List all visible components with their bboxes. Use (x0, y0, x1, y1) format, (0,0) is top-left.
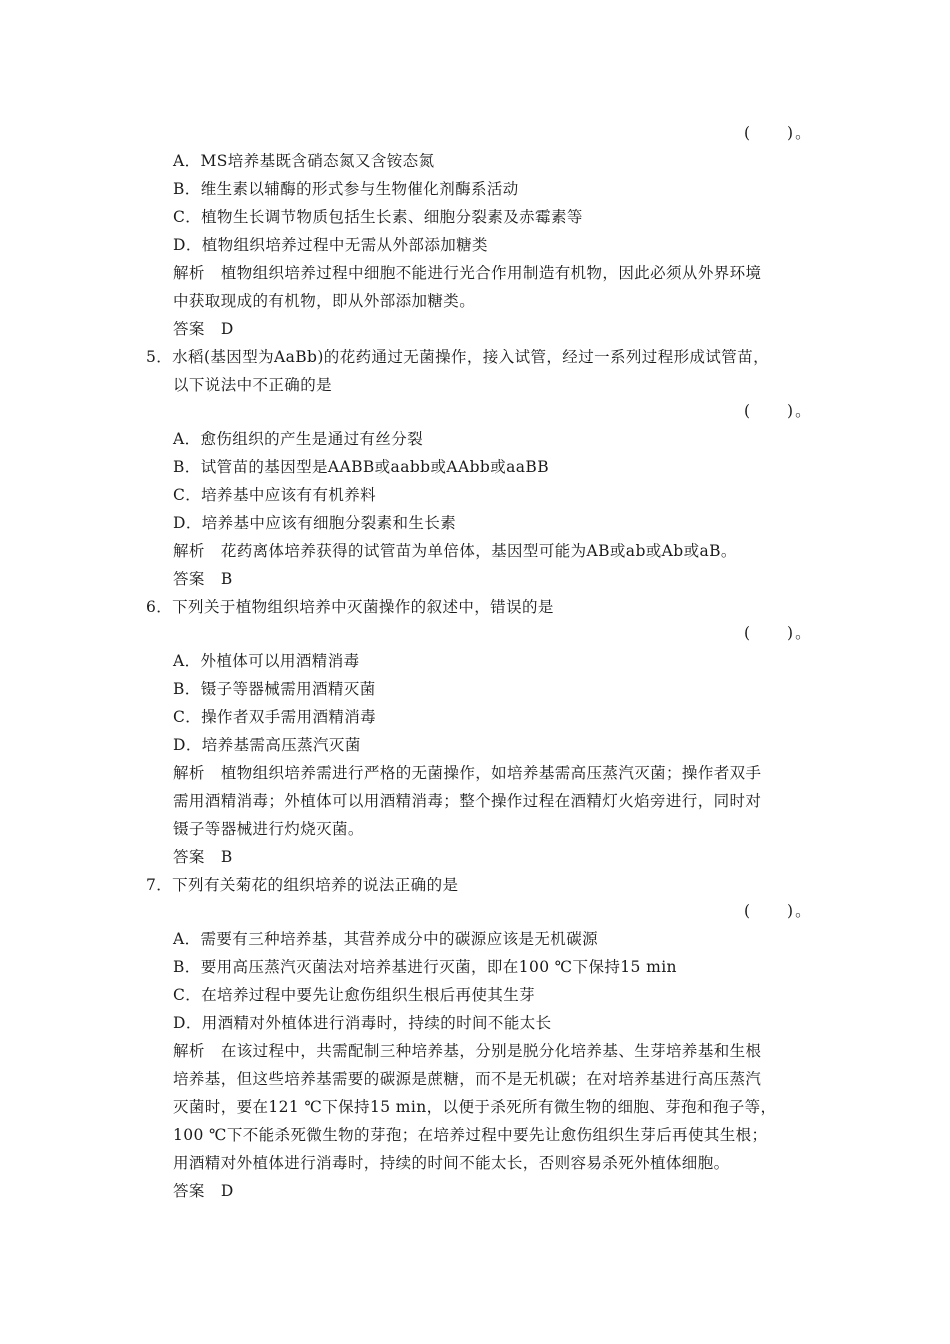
q6-answer-value: B (220, 848, 233, 866)
q5-answer-value: B (220, 570, 233, 588)
q7-analysis-line-4: 100 ℃下不能杀死微生物的芽孢；在培养过程中要先让愈伤组织生芽后再使其生根； (173, 1126, 768, 1144)
q5-option-c: C．培养基中应该有有机养料 (173, 486, 377, 504)
q4-answer-bracket: ( )。 (744, 124, 813, 142)
q7-analysis-line-1 (173, 1041, 761, 1061)
q6-analysis-line-3: 镊子等器械进行灼烧灭菌。 (173, 820, 364, 838)
q7-analysis-line-2: 培养基，但这些培养基需要的碳源是蔗糖，而不是无机碳；在对培养基进行高压蒸汽 (173, 1070, 762, 1088)
q7-option-a: A．需要有三种培养基，其营养成分中的碳源应该是无机碳源 (173, 930, 598, 948)
q7-analysis-text-1: 在该过程中，共需配制三种培养基，分别是脱分化培养基、生芽培养基和生根 (220, 1042, 762, 1060)
q6-answer-label: 答案 (173, 848, 205, 866)
q7-answer-label: 答案 (173, 1182, 205, 1200)
q6-option-d: D．培养基需高压蒸汽灭菌 (173, 736, 361, 754)
q7-option-d: D．用酒精对外植体进行消毒时，持续的时间不能太长 (173, 1014, 552, 1032)
q7-analysis-line-5: 用酒精对外植体进行消毒时，持续的时间不能太长，否则容易杀死外植体细胞。 (173, 1154, 730, 1172)
q6-stem-line-1: 6．下列关于植物组织培养中灭菌操作的叙述中，错误的是 (146, 598, 554, 616)
q7-stem-line-1: 7．下列有关菊花的组织培养的说法正确的是 (146, 876, 459, 894)
q6-analysis-line-2: 需用酒精消毒；外植体可以用酒精消毒；整个操作过程在酒精灯火焰旁进行，同时对 (173, 792, 762, 810)
q6-option-b: B．镊子等器械需用酒精灭菌 (173, 680, 376, 698)
q5-answer-label: 答案 (173, 570, 205, 588)
q7-answer-value: D (220, 1182, 234, 1200)
q4-option-b: B．维生素以辅酶的形式参与生物催化剂酶系活动 (173, 180, 519, 198)
q7-analysis-line-3: 灭菌时，要在121 ℃下保持15 min，以便于杀死所有微生物的细胞、芽孢和孢子等， (173, 1098, 777, 1116)
q6-option-c: C．操作者双手需用酒精消毒 (173, 708, 377, 726)
q4-option-a: A．MS培养基既含硝态氮又含铵态氮 (173, 152, 435, 170)
q6-analysis-text-1: 植物组织培养需进行严格的无菌操作，如培养基需高压蒸汽灭菌；操作者双手 (220, 764, 762, 782)
q5-option-d: D．培养基中应该有细胞分裂素和生长素 (173, 514, 457, 532)
q6-analysis-label: 解析 (173, 764, 205, 782)
q4-analysis-text-1: 植物组织培养过程中细胞不能进行光合作用制造有机物，因此必须从外界环境 (220, 264, 762, 282)
q5-analysis-text-1: 花药离体培养获得的试管苗为单倍体，基因型可能为AB或ab或Ab或aB。 (220, 542, 737, 560)
q5-answer-bracket: ( )。 (744, 402, 813, 420)
q4-answer-line (173, 319, 234, 339)
q5-option-b: B．试管苗的基因型是AABB或aabb或AAbb或aaBB (173, 458, 549, 476)
q6-analysis-line-1 (173, 763, 761, 783)
q7-answer-bracket: ( )。 (744, 902, 813, 920)
q5-analysis-line-1 (173, 541, 737, 561)
q5-option-a: A．愈伤组织的产生是通过有丝分裂 (173, 430, 424, 448)
q5-answer-line (173, 569, 233, 589)
q4-analysis-line-1 (173, 263, 761, 283)
q5-stem-line-2: 以下说法中不正确的是 (173, 376, 333, 394)
q5-analysis-label: 解析 (173, 542, 205, 560)
q4-analysis-line-2: 中获取现成的有机物，即从外部添加糖类。 (173, 292, 476, 310)
q4-option-c: C．植物生长调节物质包括生长素、细胞分裂素及赤霉素等 (173, 208, 583, 226)
q6-answer-bracket: ( )。 (744, 624, 813, 642)
q6-option-a: A．外植体可以用酒精消毒 (173, 652, 360, 670)
q7-option-c: C．在培养过程中要先让愈伤组织生根后再使其生芽 (173, 986, 536, 1004)
q4-option-d: D．植物组织培养过程中无需从外部添加糖类 (173, 236, 488, 254)
q4-analysis-label: 解析 (173, 264, 205, 282)
q4-answer-value: D (220, 320, 234, 338)
q7-answer-line (173, 1181, 234, 1201)
q7-option-b: B．要用高压蒸汽灭菌法对培养基进行灭菌，即在100 ℃下保持15 min (173, 958, 677, 976)
q6-answer-line (173, 847, 233, 867)
q5-stem-line-1: 5．水稻(基因型为AaBb)的花药通过无菌操作，接入试管，经过一系列过程形成试管苗， (146, 348, 770, 366)
q4-answer-label: 答案 (173, 320, 205, 338)
q7-analysis-label: 解析 (173, 1042, 205, 1060)
